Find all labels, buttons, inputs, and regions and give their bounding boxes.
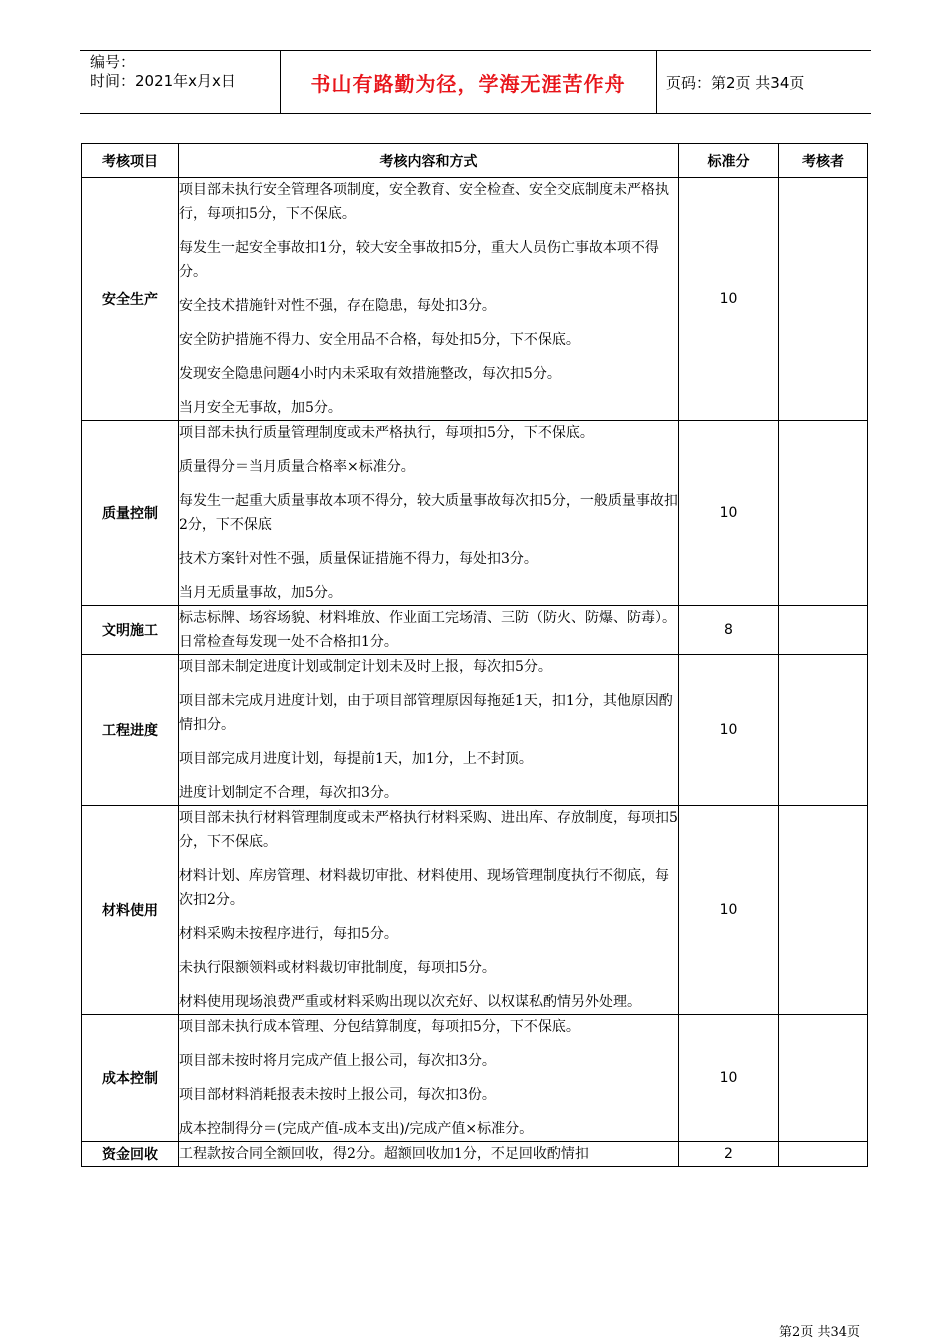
assessment-criteria (179, 806, 679, 1015)
criteria-item: 项目部材料消耗报表未按时上报公司，每次扣3份。 (179, 1087, 496, 1103)
assessment-category: 文明施工 (82, 606, 179, 655)
assessment-category: 质量控制 (82, 421, 179, 606)
table-row (82, 655, 868, 806)
assessment-criteria (179, 1015, 679, 1142)
criteria-item: 当月安全无事故，加5分。 (179, 400, 342, 416)
criteria-item: 项目部完成月进度计划，每提前1天，加1分，上不封顶。 (179, 751, 533, 767)
page-footer-number: 第2页 共34页 (779, 1325, 860, 1340)
assessment-category: 安全生产 (82, 178, 179, 421)
criteria-item: 安全防护措施不得力、安全用品不合格，每处扣5分，下不保底。 (179, 332, 580, 348)
criteria-item: 项目部未执行质量管理制度或未严格执行，每项扣5分，下不保底。 (179, 425, 594, 441)
assessor-cell (779, 1142, 868, 1167)
header-page-number: 页码：第2页 共34页 (666, 73, 805, 92)
criteria-item: 材料计划、库房管理、材料裁切审批、材料使用、现场管理制度执行不彻底，每次扣2分。 (179, 868, 669, 908)
header-divider (656, 51, 657, 113)
standard-score: 8 (679, 606, 779, 655)
assessor-cell (779, 606, 868, 655)
table-header-row (82, 144, 868, 178)
page-header (80, 50, 871, 114)
assessor-cell (779, 421, 868, 606)
column-header-content: 考核内容和方式 (179, 144, 679, 178)
criteria-item: 材料采购未按程序进行，每扣5分。 (179, 926, 398, 942)
criteria-item: 项目部未按时将月完成产值上报公司，每次扣3分。 (179, 1053, 496, 1069)
criteria-item: 发现安全隐患问题4小时内未采取有效措施整改，每次扣5分。 (179, 366, 561, 382)
assessment-criteria (179, 606, 679, 655)
standard-score: 10 (679, 806, 779, 1015)
assessor-cell (779, 178, 868, 421)
column-header-assessor: 考核者 (779, 144, 868, 178)
assessment-criteria (179, 655, 679, 806)
criteria-item: 安全技术措施针对性不强，存在隐患，每处扣3分。 (179, 298, 496, 314)
assessment-table (81, 143, 868, 1167)
column-header-category: 考核项目 (82, 144, 179, 178)
criteria-item: 材料使用现场浪费严重或材料采购出现以次充好、以权谋私酌情另外处理。 (179, 994, 641, 1010)
standard-score: 10 (679, 1015, 779, 1142)
standard-score: 10 (679, 655, 779, 806)
criteria-item: 当月无质量事故，加5分。 (179, 585, 342, 601)
criteria-item: 标志标牌、场容场貌、材料堆放、作业面工完场清、三防（防火、防爆、防毒）。日常检查每发现一处不合格扣1分。 (179, 610, 676, 650)
criteria-item: 项目部未执行成本管理、分包结算制度，每项扣5分，下不保底。 (179, 1019, 580, 1035)
assessor-cell (779, 655, 868, 806)
assessment-category: 材料使用 (82, 806, 179, 1015)
assessment-criteria (179, 178, 679, 421)
document-date-label: 时间：2021年x月x日 (90, 72, 236, 90)
column-header-score: 标准分 (679, 144, 779, 178)
table-body (82, 178, 868, 1167)
criteria-item: 技术方案针对性不强，质量保证措施不得力，每处扣3分。 (179, 551, 538, 567)
criteria-item: 每发生一起重大质量事故本项不得分，较大质量事故每次扣5分，一般质量事故扣2分，下不保底 (179, 493, 678, 533)
table-row (82, 1142, 868, 1167)
assessor-cell (779, 806, 868, 1015)
table-row (82, 606, 868, 655)
criteria-item: 项目部未执行安全管理各项制度，安全教育、安全检查、安全交底制度未严格执行，每项扣5分，下不保底。 (179, 182, 669, 222)
assessment-category: 资金回收 (82, 1142, 179, 1167)
criteria-item: 工程款按合同全额回收，得2分。超额回收加1分，不足回收酌情扣 (179, 1146, 589, 1162)
criteria-item: 质量得分＝当月质量合格率×标准分。 (179, 459, 415, 475)
criteria-item: 未执行限额领料或材料裁切审批制度，每项扣5分。 (179, 960, 496, 976)
table-row (82, 806, 868, 1015)
criteria-item: 项目部未执行材料管理制度或未严格执行材料采购、进出库、存放制度，每项扣5分，下不保底。 (179, 810, 678, 850)
table-row (82, 421, 868, 606)
criteria-item: 进度计划制定不合理，每次扣3分。 (179, 785, 398, 801)
table-row (82, 178, 868, 421)
assessor-cell (779, 1015, 868, 1142)
header-motto: 书山有路勤为径，学海无涯苦作舟 (310, 71, 626, 96)
standard-score: 10 (679, 178, 779, 421)
standard-score: 10 (679, 421, 779, 606)
criteria-item: 项目部未完成月进度计划，由于项目部管理原因每拖延1天，扣1分，其他原因酌情扣分。 (179, 693, 673, 733)
criteria-item: 成本控制得分＝(完成产值-成本支出)/完成产值×标准分。 (179, 1121, 534, 1137)
assessment-criteria (179, 1142, 679, 1167)
standard-score: 2 (679, 1142, 779, 1167)
assessment-category: 工程进度 (82, 655, 179, 806)
document-number-label: 编号： (90, 53, 136, 71)
header-meta (90, 53, 236, 91)
assessment-category: 成本控制 (82, 1015, 179, 1142)
criteria-item: 每发生一起安全事故扣1分，较大安全事故扣5分，重大人员伤亡事故本项不得分。 (179, 240, 659, 280)
criteria-item: 项目部未制定进度计划或制定计划未及时上报，每次扣5分。 (179, 659, 552, 675)
assessment-criteria (179, 421, 679, 606)
table-row (82, 1015, 868, 1142)
